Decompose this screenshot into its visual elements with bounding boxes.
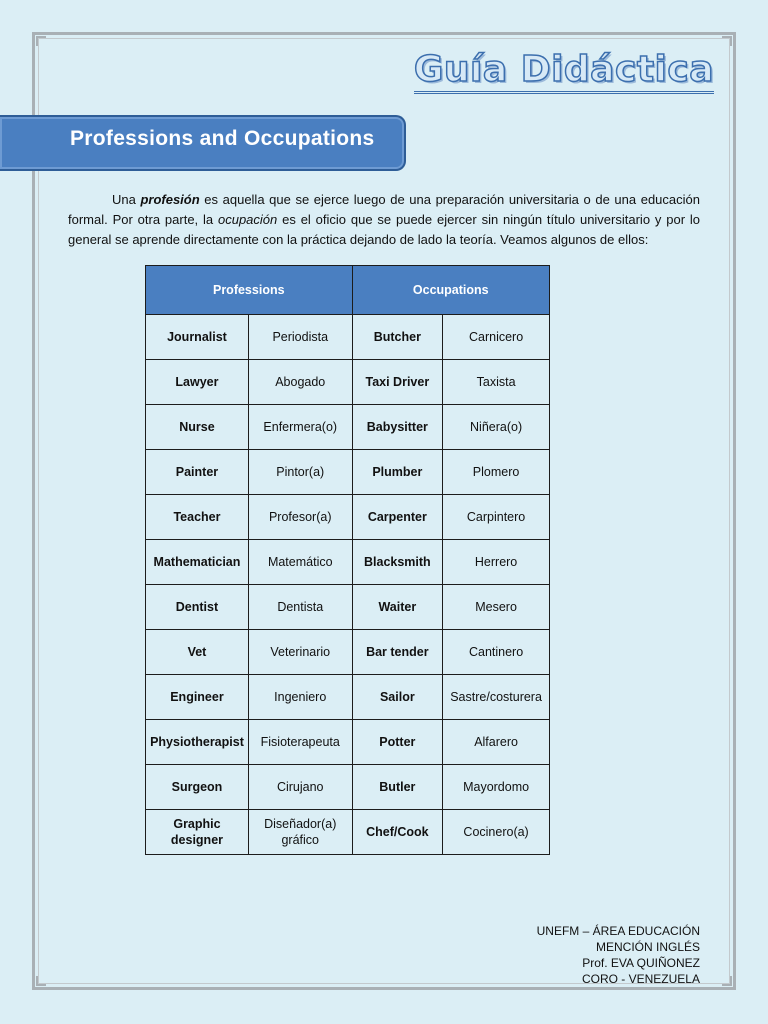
table-row — [146, 675, 550, 720]
footer-credits — [537, 923, 700, 987]
table-row — [146, 585, 550, 630]
occupation-english-cell: Carpenter — [352, 495, 443, 540]
profession-english-cell: Surgeon — [146, 765, 249, 810]
occupation-english-cell: Taxi Driver — [352, 360, 443, 405]
intro-text: Una — [112, 192, 141, 207]
occupation-spanish-cell: Mayordomo — [443, 765, 550, 810]
vocabulary-table — [145, 265, 550, 855]
occupation-english-cell: Butler — [352, 765, 443, 810]
occupation-spanish-cell: Taxista — [443, 360, 550, 405]
corner-ornament — [722, 36, 732, 46]
occupation-spanish-cell: Cocinero(a) — [443, 810, 550, 855]
table-row — [146, 405, 550, 450]
profession-spanish-cell: Diseñador(a) gráfico — [248, 810, 352, 855]
occupation-spanish-cell: Cantinero — [443, 630, 550, 675]
occupation-english-cell: Bar tender — [352, 630, 443, 675]
intro-text: es aquella que se ejerce luego de una preparación universitaria o de una educación formal. Por otra parte, la — [68, 192, 700, 227]
profession-spanish-cell: Cirujano — [248, 765, 352, 810]
table-row — [146, 630, 550, 675]
table-row — [146, 765, 550, 810]
table-row — [146, 450, 550, 495]
term-ocupacion: ocupación — [217, 212, 278, 227]
profession-spanish-cell: Abogado — [248, 360, 352, 405]
guide-title: Guía Didáctica — [414, 50, 714, 94]
table-header-row — [146, 266, 550, 315]
profession-english-cell: Vet — [146, 630, 249, 675]
section-title: Professions and Occupations — [70, 127, 375, 150]
footer-line: MENCIÓN INGLÉS — [595, 940, 700, 954]
profession-english-cell: Physiotherapist — [146, 720, 249, 765]
footer-line: Prof. EVA QUIÑONEZ — [582, 956, 700, 970]
occupation-english-cell: Babysitter — [352, 405, 443, 450]
occupation-spanish-cell: Alfarero — [443, 720, 550, 765]
footer-line: CORO - VENEZUELA — [581, 972, 700, 986]
occupation-english-cell: Chef/Cook — [352, 810, 443, 855]
profession-spanish-cell: Periodista — [248, 315, 352, 360]
profession-spanish-cell: Ingeniero — [248, 675, 352, 720]
table-row — [146, 360, 550, 405]
profession-english-cell: Nurse — [146, 405, 249, 450]
occupation-spanish-cell: Plomero — [443, 450, 550, 495]
table-row — [146, 495, 550, 540]
profession-spanish-cell: Matemático — [248, 540, 352, 585]
corner-ornament — [36, 36, 46, 46]
profession-english-cell: Teacher — [146, 495, 249, 540]
intro-text: es el oficio que se puede ejercer sin ningún título universitario y por lo general se aprende directamente con la práctica dejando de lado la teoría. Veamos algunos de ellos: — [68, 212, 701, 247]
profession-english-cell: Lawyer — [146, 360, 249, 405]
occupation-english-cell: Potter — [352, 720, 443, 765]
profession-spanish-cell: Dentista — [248, 585, 352, 630]
intro-paragraph — [68, 190, 700, 250]
corner-ornament — [36, 976, 46, 986]
table-body — [146, 315, 550, 855]
table-row — [146, 315, 550, 360]
occupation-spanish-cell: Sastre/costurera — [443, 675, 550, 720]
profession-spanish-cell: Pintor(a) — [248, 450, 352, 495]
profession-english-cell: Journalist — [146, 315, 249, 360]
profession-spanish-cell: Veterinario — [248, 630, 352, 675]
footer-line: UNEFM – ÁREA EDUCACIÓN — [536, 924, 700, 938]
table-row — [146, 720, 550, 765]
profession-spanish-cell: Profesor(a) — [248, 495, 352, 540]
profession-english-cell: Mathematician — [146, 540, 249, 585]
profession-spanish-cell: Enfermera(o) — [248, 405, 352, 450]
occupation-english-cell: Butcher — [352, 315, 443, 360]
occupation-english-cell: Blacksmith — [352, 540, 443, 585]
profession-english-cell: Painter — [146, 450, 249, 495]
profession-spanish-cell: Fisioterapeuta — [248, 720, 352, 765]
occupation-english-cell: Plumber — [352, 450, 443, 495]
term-profesion: profesión — [140, 192, 200, 207]
table-row — [146, 810, 550, 855]
profession-english-cell: Engineer — [146, 675, 249, 720]
occupation-spanish-cell: Carnicero — [443, 315, 550, 360]
occupation-english-cell: Sailor — [352, 675, 443, 720]
corner-ornament — [722, 976, 732, 986]
occupation-spanish-cell: Mesero — [443, 585, 550, 630]
table-row — [146, 540, 550, 585]
occupation-spanish-cell: Niñera(o) — [443, 405, 550, 450]
occupation-english-cell: Waiter — [352, 585, 443, 630]
header-occupations: Occupations — [352, 266, 549, 315]
header-professions: Professions — [146, 266, 353, 315]
occupation-spanish-cell: Herrero — [443, 540, 550, 585]
profession-english-cell: Dentist — [146, 585, 249, 630]
profession-english-cell: Graphic designer — [146, 810, 249, 855]
occupation-spanish-cell: Carpintero — [443, 495, 550, 540]
